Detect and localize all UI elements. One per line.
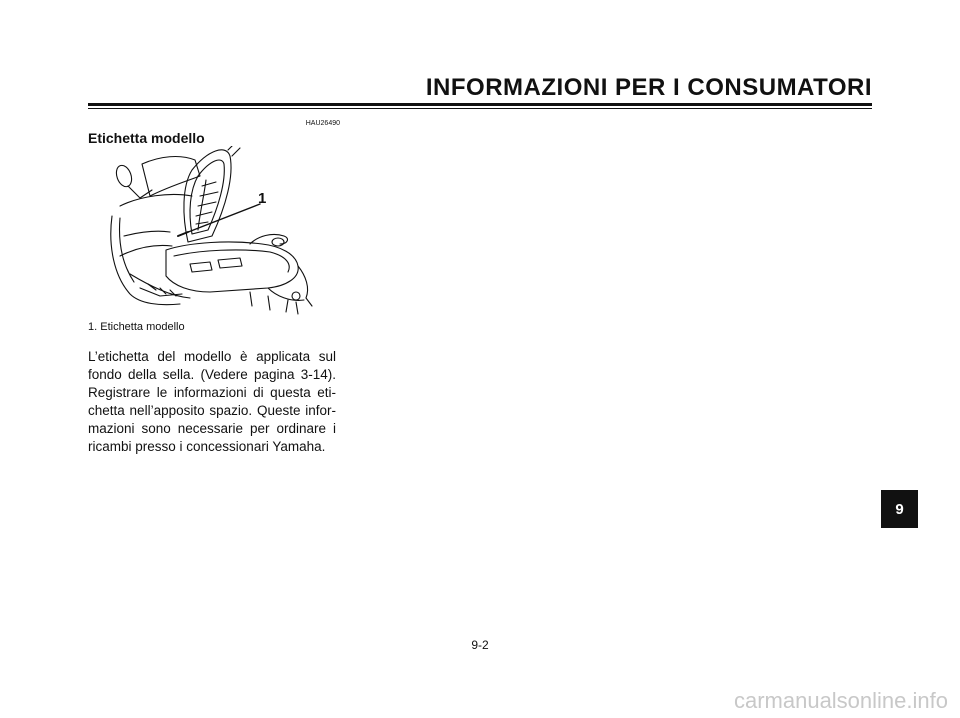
body-paragraph xyxy=(88,348,336,456)
header-rule-thick xyxy=(88,103,872,106)
chapter-tab: 9 xyxy=(881,490,918,528)
scooter-seat-illustration xyxy=(100,146,330,318)
body-line: L’etichetta del modello è applicata sul xyxy=(88,349,336,364)
body-line: chetta nell’apposito spazio. Queste infor- xyxy=(88,403,336,418)
section-code: HAU26490 xyxy=(305,120,340,127)
figure-caption: 1. Etichetta modello xyxy=(88,321,185,333)
header-rule-thin xyxy=(88,108,872,109)
watermark: carmanualsonline.info xyxy=(733,688,948,713)
figure-callout-number: 1 xyxy=(258,190,267,207)
body-line: Registrare le informazioni di questa eti- xyxy=(88,385,336,400)
body-line: fondo della sella. (Vedere pagina 3-14). xyxy=(88,367,336,382)
page-number: 9-2 xyxy=(471,638,489,652)
section-title: Etichetta modello xyxy=(88,130,205,146)
body-line: ricambi presso i concessionari Yamaha. xyxy=(88,439,326,454)
page-header-title: INFORMAZIONI PER I CONSUMATORI xyxy=(425,74,872,101)
body-line: mazioni sono necessarie per ordinare i xyxy=(88,421,336,436)
